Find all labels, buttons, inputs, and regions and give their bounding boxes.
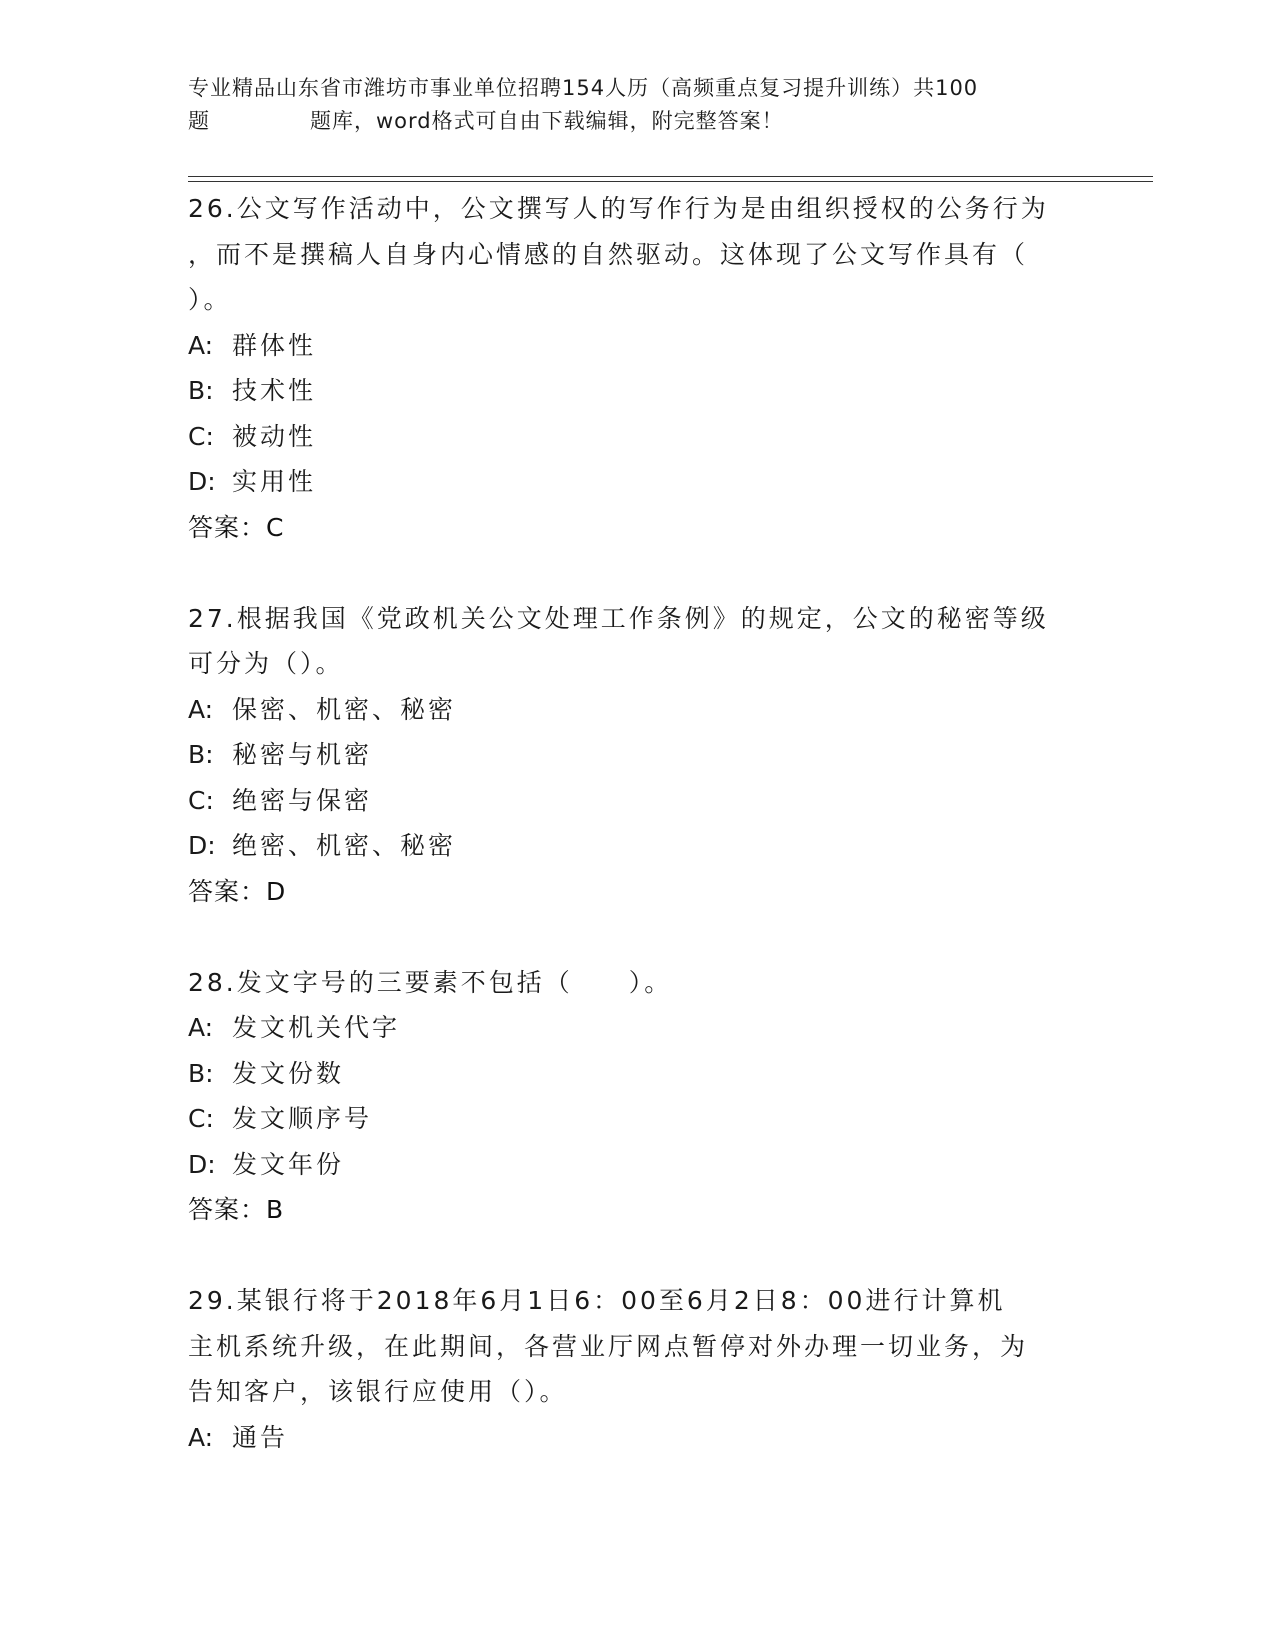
question-text-line: 26.公文写作活动中，公文撰写人的写作行为是由组织授权的公务行为 bbox=[188, 194, 1049, 223]
option-text: 通告 bbox=[232, 1422, 289, 1452]
question-block bbox=[188, 960, 1088, 1279]
answer-key: 答案：C bbox=[188, 512, 285, 542]
header-title-line-2-start: 题 bbox=[188, 109, 210, 133]
option-letter: A: bbox=[188, 1013, 214, 1042]
option-text: 绝密、机密、秘密 bbox=[232, 831, 457, 860]
answer-option bbox=[188, 1096, 1088, 1142]
answer-option bbox=[188, 1415, 1088, 1461]
question-text-line: 27.根据我国《党政机关公文处理工作条例》的规定，公文的秘密等级 bbox=[188, 603, 1049, 633]
option-letter: A: bbox=[188, 1422, 214, 1452]
option-letter: D: bbox=[188, 831, 216, 860]
option-letter: A: bbox=[188, 330, 214, 360]
header-title-line-2-rest: 题库，word格式可自由下载编辑，附完整答案！ bbox=[310, 109, 784, 133]
answer-option bbox=[188, 1142, 1088, 1188]
option-letter: B: bbox=[188, 740, 214, 769]
answer-option bbox=[188, 323, 1088, 369]
option-text: 发文顺序号 bbox=[232, 1104, 373, 1133]
question-text-line: 29.某银行将于2018年6月1日6：00至6月2日8：00进行计算机 bbox=[188, 1286, 1006, 1315]
answer-option bbox=[188, 1005, 1088, 1051]
question-spacer bbox=[188, 1233, 1088, 1279]
answer-option bbox=[188, 459, 1088, 505]
answer-option bbox=[188, 414, 1088, 460]
option-text: 发文机关代字 bbox=[232, 1013, 401, 1042]
answer-key: 答案：B bbox=[188, 1195, 285, 1224]
header-divider-thick bbox=[188, 181, 1153, 182]
answer-option bbox=[188, 368, 1088, 414]
option-letter: D: bbox=[188, 467, 216, 496]
option-text: 发文年份 bbox=[232, 1149, 345, 1179]
question-text-line: 主机系统升级，在此期间，各营业厅网点暂停对外办理一切业务，为 bbox=[188, 1331, 1029, 1361]
answer-option bbox=[188, 823, 1088, 869]
option-letter: B: bbox=[188, 1058, 214, 1088]
answer-option bbox=[188, 1051, 1088, 1097]
question-spacer bbox=[188, 550, 1088, 596]
option-text: 绝密与保密 bbox=[232, 785, 373, 815]
document-header bbox=[188, 72, 1088, 138]
question-text-line: ）。 bbox=[188, 285, 232, 314]
answer-option bbox=[188, 778, 1088, 824]
question-text-line: ，而不是撰稿人自身内心情感的自然驱动。这体现了公文写作具有（ bbox=[188, 239, 1029, 269]
question-spacer bbox=[188, 914, 1088, 960]
option-text: 技术性 bbox=[232, 376, 317, 405]
option-text: 发文份数 bbox=[232, 1058, 345, 1088]
header-title-line-2 bbox=[188, 105, 1088, 138]
option-text: 被动性 bbox=[232, 421, 317, 451]
question-text-line: 可分为（）。 bbox=[188, 649, 344, 678]
header-divider-thin bbox=[188, 176, 1153, 177]
option-text: 秘密与机密 bbox=[232, 740, 373, 769]
question-list bbox=[188, 186, 1088, 1460]
option-letter: A: bbox=[188, 694, 214, 724]
question-text-line: 告知客户，该银行应使用（）。 bbox=[188, 1377, 568, 1406]
option-text: 保密、机密、秘密 bbox=[232, 694, 457, 724]
option-letter: D: bbox=[188, 1149, 216, 1179]
question-text-line: 28.发文字号的三要素不包括（ ）。 bbox=[188, 967, 673, 997]
option-letter: C: bbox=[188, 1104, 214, 1133]
option-letter: C: bbox=[188, 421, 214, 451]
answer-key: 答案：D bbox=[188, 876, 287, 906]
option-letter: B: bbox=[188, 376, 214, 405]
answer-option bbox=[188, 687, 1088, 733]
question-block bbox=[188, 186, 1088, 596]
header-title-line-1: 专业精品山东省市潍坊市事业单位招聘154人历（高频重点复习提升训练）共100 bbox=[188, 76, 979, 100]
option-text: 实用性 bbox=[232, 467, 317, 496]
option-letter: C: bbox=[188, 785, 214, 815]
option-text: 群体性 bbox=[232, 330, 317, 360]
question-block bbox=[188, 1278, 1088, 1460]
answer-option bbox=[188, 732, 1088, 778]
question-block bbox=[188, 596, 1088, 960]
